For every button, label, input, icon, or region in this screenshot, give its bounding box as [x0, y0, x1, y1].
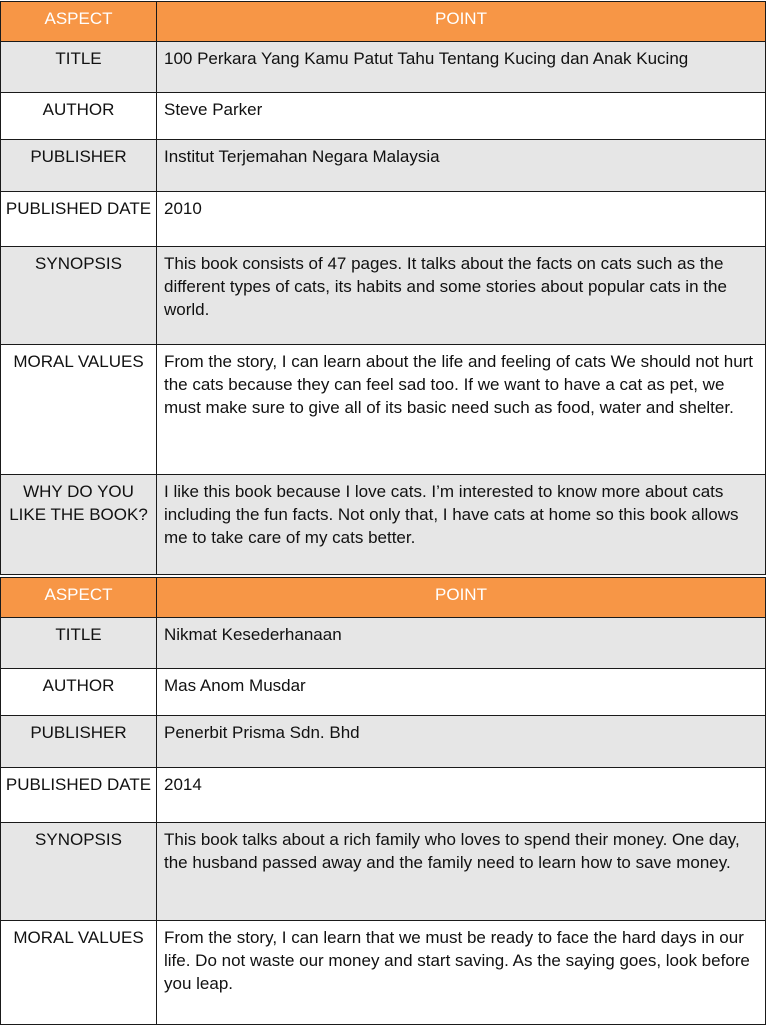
- table-row-publisher: [1, 140, 766, 192]
- table-row-synopsis: [1, 823, 766, 921]
- aspect-cell: PUBLISHER: [1, 140, 157, 192]
- aspect-cell: AUTHOR: [1, 93, 157, 140]
- table-row-title: [1, 42, 766, 93]
- table-row-title: [1, 618, 766, 669]
- point-cell: From the story, I can learn that we must be ready to face the hard days in our life. Do not waste our money and start saving. As the saying goes, look before you leap.: [157, 921, 766, 1025]
- table-row-published-date: [1, 768, 766, 823]
- aspect-cell: AUTHOR: [1, 669, 157, 716]
- point-column-header: POINT: [157, 578, 766, 618]
- table-row-author: [1, 93, 766, 140]
- book-report-table-2: [0, 577, 766, 1025]
- point-cell: I like this book because I love cats. I’m interested to know more about cats including the fun facts. Not only that, I have cats at home so this book allows me to take care of my cats better.: [157, 475, 766, 575]
- point-cell: Nikmat Kesederhanaan: [157, 618, 766, 669]
- aspect-cell: MORAL VALUES: [1, 345, 157, 475]
- aspect-cell: MORAL VALUES: [1, 921, 157, 1025]
- point-cell: 100 Perkara Yang Kamu Patut Tahu Tentang Kucing dan Anak Kucing: [157, 42, 766, 93]
- table-row-moral-values: [1, 345, 766, 475]
- table-row-moral-values: [1, 921, 766, 1025]
- aspect-cell: TITLE: [1, 618, 157, 669]
- aspect-cell: PUBLISHED DATE: [1, 768, 157, 823]
- aspect-cell: WHY DO YOU LIKE THE BOOK?: [1, 475, 157, 575]
- aspect-cell: SYNOPSIS: [1, 823, 157, 921]
- aspect-column-header: ASPECT: [1, 2, 157, 42]
- point-cell: Institut Terjemahan Negara Malaysia: [157, 140, 766, 192]
- point-cell: Penerbit Prisma Sdn. Bhd: [157, 716, 766, 768]
- point-cell: 2010: [157, 192, 766, 247]
- table-row-why-like: [1, 475, 766, 575]
- table-row-author: [1, 669, 766, 716]
- aspect-cell: SYNOPSIS: [1, 247, 157, 345]
- table-row-publisher: [1, 716, 766, 768]
- book-report-table-1: [0, 1, 766, 575]
- aspect-cell: TITLE: [1, 42, 157, 93]
- aspect-cell: PUBLISHED DATE: [1, 192, 157, 247]
- table-row-synopsis: [1, 247, 766, 345]
- aspect-column-header: ASPECT: [1, 578, 157, 618]
- table-row-published-date: [1, 192, 766, 247]
- table-header-row: [1, 578, 766, 618]
- point-column-header: POINT: [157, 2, 766, 42]
- point-cell: 2014: [157, 768, 766, 823]
- point-cell: Steve Parker: [157, 93, 766, 140]
- point-cell: This book talks about a rich family who loves to spend their money. One day, the husband passed away and the family need to learn how to save money.: [157, 823, 766, 921]
- aspect-cell: PUBLISHER: [1, 716, 157, 768]
- table-header-row: [1, 2, 766, 42]
- point-cell: This book consists of 47 pages. It talks about the facts on cats such as the different types of cats, its habits and some stories about popular cats in the world.: [157, 247, 766, 345]
- point-cell: Mas Anom Musdar: [157, 669, 766, 716]
- point-cell: From the story, I can learn about the life and feeling of cats We should not hurt the cats because they can feel sad too. If we want to have a cat as pet, we must make sure to give all of its basic need such as food, water and shelter.: [157, 345, 766, 475]
